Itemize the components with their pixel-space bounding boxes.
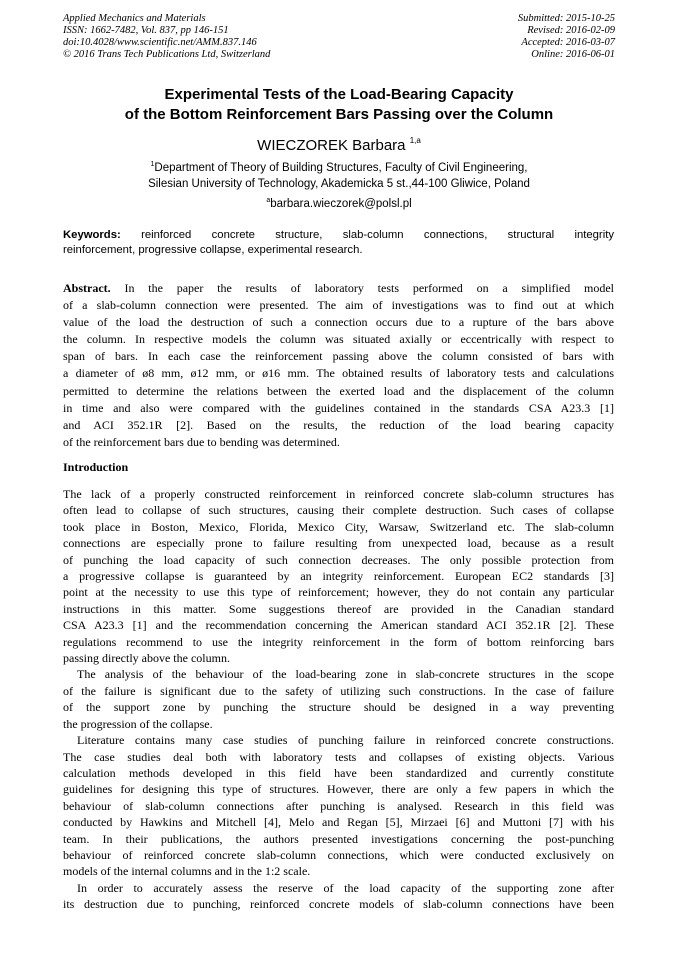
- title-line: of the Bottom Reinforcement Bars Passing over the Column: [124, 106, 554, 123]
- journal-doi: doi:10.4028/www.scientific.net/AMM.837.146: [63, 37, 257, 48]
- date-revised: Revised: 2016-02-09: [527, 25, 615, 36]
- abstract-line: in time and also were compared with the guidelines contained in the standards CSA A23.3 [1]: [63, 400, 614, 415]
- body-line: connections are especially prone to failure resulting from unexpected load, because as a result: [63, 536, 614, 551]
- abstract-text: In the paper the results of laboratory tests performed on a simplified model: [110, 281, 614, 295]
- body-line: regulations recommend to use the integrity reinforcement in the form of bottom reinforcing bars: [63, 634, 614, 649]
- author-name: WIECZOREK Barbara: [257, 137, 410, 154]
- abstract-line: value of the load the destruction of such a connection occurs due to a rupture of the bars above: [63, 315, 614, 330]
- date-accepted: Accepted: 2016-03-07: [521, 37, 615, 48]
- author: [60, 132, 618, 155]
- body-line: point at the necessity to use this type of reinforcement; however, they do not contain any particular: [63, 585, 614, 600]
- keywords-line: reinforcement, progressive collapse, experimental research.: [63, 243, 363, 256]
- journal-name: Applied Mechanics and Materials: [63, 13, 206, 24]
- abstract-label: Abstract.: [63, 281, 111, 295]
- body-line: often lead to collapse of such structures, causing their complete destruction. Such cases of collapse: [63, 503, 614, 518]
- abstract-line: span of bars. In each case the reinforcement passing above the column consisted of bars with: [63, 349, 614, 364]
- email-superscript: a: [266, 197, 271, 204]
- date-submitted: Submitted: 2015-10-25: [517, 13, 615, 24]
- keywords-label: Keywords:: [63, 229, 121, 241]
- title-line: Experimental Tests of the Load-Bearing Capacity: [164, 86, 514, 103]
- affiliation-line: Silesian University of Technology, Akademicka 5 st.,44-100 Gliwice, Poland: [148, 178, 530, 190]
- body-line: In order to accurately assess the reserve of the load capacity of the supporting zone after: [77, 880, 614, 895]
- body-line: Literature contains many case studies of punching failure in reinforced concrete constructions.: [77, 733, 614, 748]
- email-address[interactable]: barbara.wieczorek@polsl.pl: [270, 198, 412, 210]
- abstract-line: of the reinforcement bars due to bending was determined.: [63, 434, 340, 449]
- body-line: team. In their publications, the authors presented investigations concerning the post-punching: [63, 831, 614, 846]
- body-line: the progression of the collapse.: [63, 716, 213, 731]
- affiliation-line: Department of Theory of Building Structures, Faculty of Civil Engineering,: [154, 162, 528, 174]
- body-line: The lack of a properly constructed reinforcement in reinforced concrete slab-column structures has: [63, 487, 614, 501]
- body-line: its destruction due to punching, reinforced concrete models of slab-column connections have been: [63, 897, 614, 912]
- abstract-line: [63, 280, 614, 297]
- body-line: a progressive collapse is guaranteed by an integrity reinforcement. European EC2 standards [3]: [63, 569, 614, 584]
- author-email: [60, 194, 618, 211]
- journal-copyright: © 2016 Trans Tech Publications Ltd, Switzerland: [63, 49, 271, 60]
- abstract-line: permitted to determine the relations between the exerted load and the displacement of the column: [63, 383, 614, 398]
- body-line: guidelines for designing this type of structures. However, there are only a few papers in which the: [63, 782, 614, 797]
- keywords: [63, 228, 614, 257]
- keywords-text: reinforced concrete structure, slab-column connections, structural integrity: [120, 229, 614, 241]
- abstract-line: and ACI 352.1R [2]. Based on the results, the reduction of the load bearing capacity: [63, 417, 614, 432]
- body-line: of punching the load capacity of such connection decreases. The only possible protection from: [63, 552, 614, 567]
- body-line: behaviour of slab-column connections after punching is analysed. Research in this field was: [63, 798, 614, 813]
- date-online: Online: 2016-06-01: [531, 49, 615, 60]
- body-line: CSA A23.3 [1] and the recommendation concerning the American standard ACI 352.1R [2]. These: [63, 618, 614, 633]
- introduction-body: [63, 486, 614, 913]
- abstract: [63, 280, 614, 451]
- journal-info: [63, 13, 270, 61]
- affiliation: [60, 157, 618, 192]
- abstract-line: a diameter of ø8 mm, ø12 mm, or ø16 mm. The obtained results of laboratory tests and calculations: [63, 366, 614, 381]
- abstract-line: of a slab-column connection were presented. The aim of investigations was to find out at which: [63, 298, 614, 313]
- affiliation-superscript: 1: [150, 161, 155, 168]
- body-line: calculation methods developed in this field have been standardized and currently constitute: [63, 765, 614, 780]
- body-line: models of the internal columns and in the 1:2 scale.: [63, 864, 311, 879]
- journal-issn: ISSN: 1662-7482, Vol. 837, pp 146-151: [63, 25, 229, 36]
- body-line: The case studies deal both with laboratory tests and collapses of existing objects. Various: [63, 749, 614, 764]
- abstract-line: the column. In respective models the column was situated axially or eccentrically with respect to: [63, 332, 614, 347]
- publication-dates: [518, 13, 615, 61]
- author-superscript: 1,a: [409, 136, 421, 145]
- body-line: conducted by Hawkins and Mitchell [4], Melo and Regan [5], Mirzaei [6] and Muttoni [7] with his: [63, 815, 614, 830]
- body-line: instructions in this matter. Some suggestions thereof are provided in the Canadian standard: [63, 601, 614, 616]
- keywords-line: [63, 228, 614, 243]
- paper-title: [60, 85, 618, 125]
- body-line: took place in Boston, Mexico, Florida, Mexico City, Warsaw, Switzerland etc. The slab-column: [63, 519, 614, 534]
- body-line: The analysis of the behaviour of the load-bearing zone in slab-concrete structures in the scope: [77, 667, 614, 682]
- body-line: of the support zone by punching the structure should be designed in a way preventing: [63, 700, 614, 715]
- section-heading-introduction: Introduction: [63, 460, 129, 474]
- body-line: passing directly above the column.: [63, 651, 230, 666]
- body-line: behaviour of reinforced concrete slab-column connections, which were conducted exclusively on: [63, 847, 614, 862]
- body-line: of the failure is significant due to the safety of utilizing such constructions. In the case of failure: [63, 683, 614, 698]
